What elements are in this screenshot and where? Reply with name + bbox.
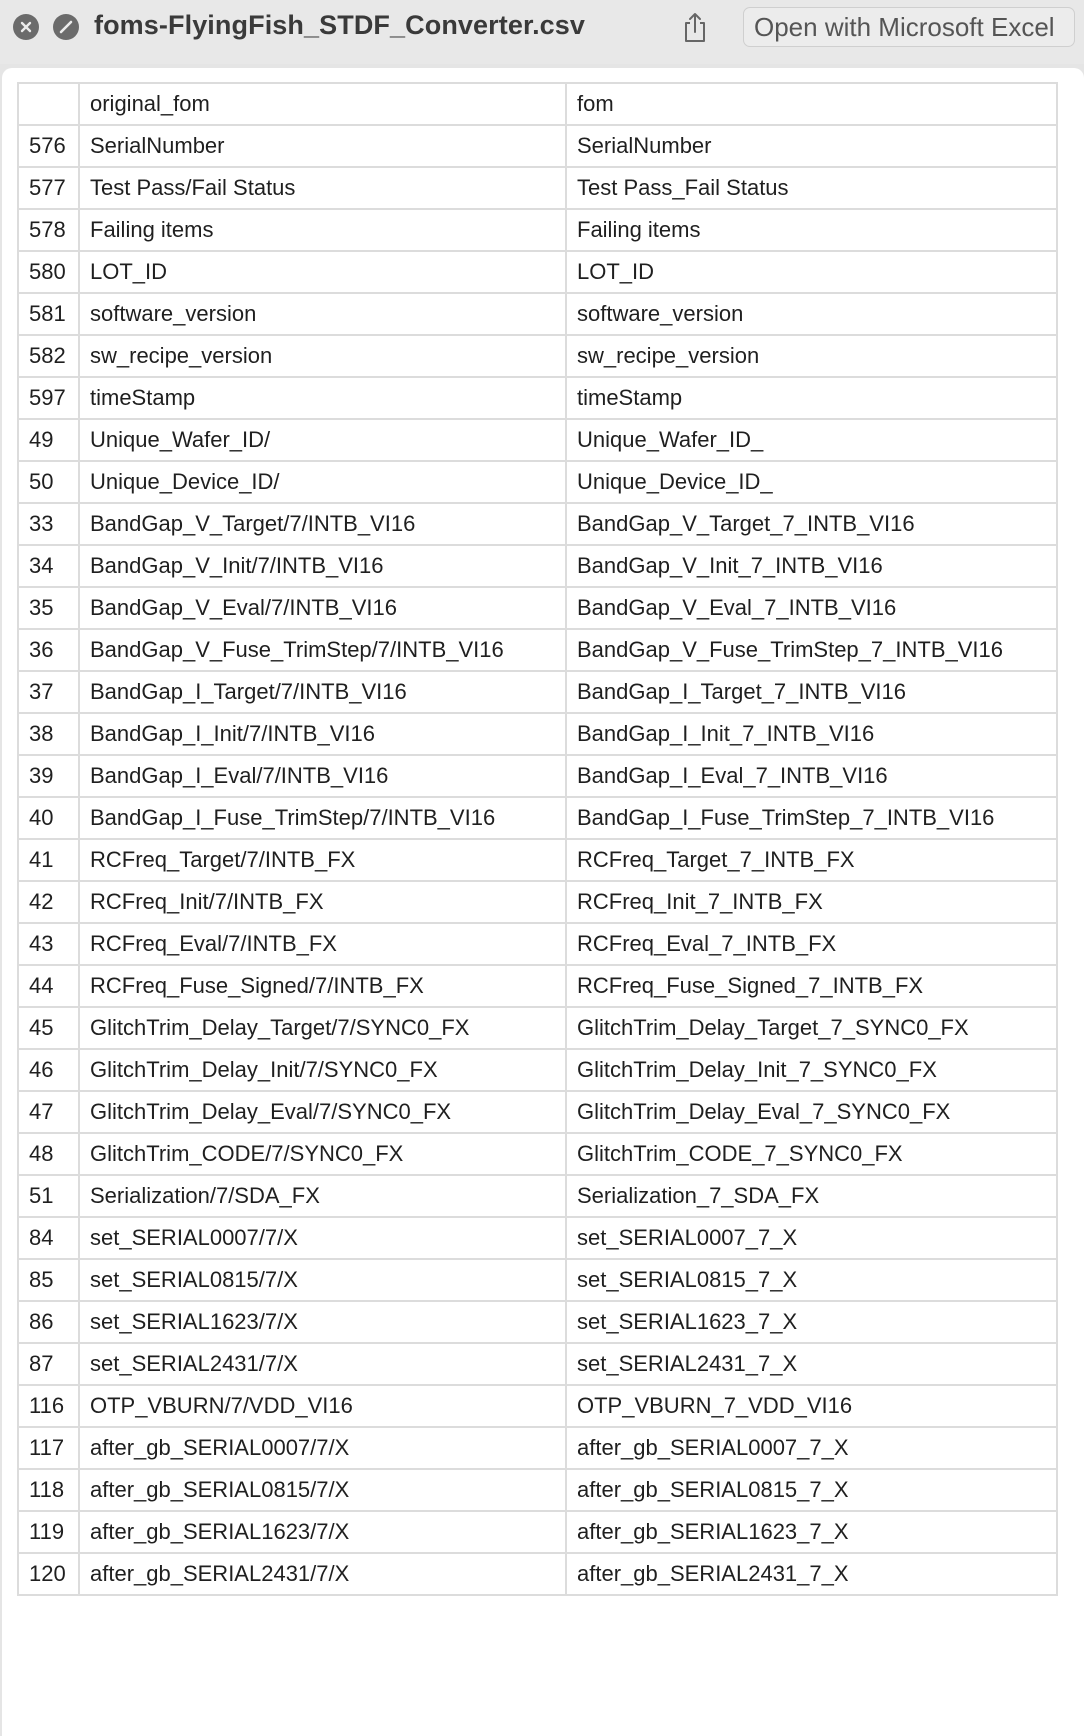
row-index-cell: 577 — [18, 167, 79, 209]
fom-cell: software_version — [566, 293, 1057, 335]
fom-cell: Test Pass_Fail Status — [566, 167, 1057, 209]
fom-cell: BandGap_V_Target_7_INTB_VI16 — [566, 503, 1057, 545]
fom-cell: RCFreq_Eval_7_INTB_FX — [566, 923, 1057, 965]
original-fom-cell: GlitchTrim_Delay_Init/7/SYNC0_FX — [79, 1049, 566, 1091]
fom-cell: BandGap_V_Eval_7_INTB_VI16 — [566, 587, 1057, 629]
original-fom-cell: BandGap_I_Init/7/INTB_VI16 — [79, 713, 566, 755]
original-fom-cell: Failing items — [79, 209, 566, 251]
table-row — [18, 167, 1057, 209]
fom-cell: timeStamp — [566, 377, 1057, 419]
original-fom-header: original_fom — [79, 83, 566, 125]
csv-table — [17, 82, 1058, 1596]
row-index-cell: 36 — [18, 629, 79, 671]
original-fom-cell: GlitchTrim_Delay_Target/7/SYNC0_FX — [79, 1007, 566, 1049]
original-fom-cell: BandGap_V_Target/7/INTB_VI16 — [79, 503, 566, 545]
table-row — [18, 377, 1057, 419]
share-icon — [682, 11, 708, 43]
original-fom-cell: RCFreq_Init/7/INTB_FX — [79, 881, 566, 923]
title-bar — [0, 0, 1084, 64]
original-fom-cell: BandGap_I_Target/7/INTB_VI16 — [79, 671, 566, 713]
original-fom-cell: sw_recipe_version — [79, 335, 566, 377]
original-fom-cell: LOT_ID — [79, 251, 566, 293]
table-row — [18, 1427, 1057, 1469]
row-index-cell: 43 — [18, 923, 79, 965]
original-fom-cell: GlitchTrim_Delay_Eval/7/SYNC0_FX — [79, 1091, 566, 1133]
table-row — [18, 419, 1057, 461]
original-fom-cell: after_gb_SERIAL2431/7/X — [79, 1553, 566, 1595]
table-row — [18, 293, 1057, 335]
fom-cell: sw_recipe_version — [566, 335, 1057, 377]
original-fom-cell: after_gb_SERIAL0815/7/X — [79, 1469, 566, 1511]
fom-cell: SerialNumber — [566, 125, 1057, 167]
row-index-header — [18, 83, 79, 125]
close-icon — [19, 20, 33, 34]
fom-cell: BandGap_I_Target_7_INTB_VI16 — [566, 671, 1057, 713]
table-row — [18, 1049, 1057, 1091]
fom-cell: BandGap_I_Fuse_TrimStep_7_INTB_VI16 — [566, 797, 1057, 839]
original-fom-cell: timeStamp — [79, 377, 566, 419]
row-index-cell: 86 — [18, 1301, 79, 1343]
original-fom-cell: Serialization/7/SDA_FX — [79, 1175, 566, 1217]
row-index-cell: 41 — [18, 839, 79, 881]
original-fom-cell: GlitchTrim_CODE/7/SYNC0_FX — [79, 1133, 566, 1175]
row-index-cell: 119 — [18, 1511, 79, 1553]
table-row — [18, 965, 1057, 1007]
row-index-cell: 597 — [18, 377, 79, 419]
row-index-cell: 33 — [18, 503, 79, 545]
row-index-cell: 87 — [18, 1343, 79, 1385]
row-index-cell: 49 — [18, 419, 79, 461]
table-header-row — [18, 83, 1057, 125]
fom-cell: set_SERIAL2431_7_X — [566, 1343, 1057, 1385]
fom-cell: BandGap_V_Init_7_INTB_VI16 — [566, 545, 1057, 587]
fom-cell: Serialization_7_SDA_FX — [566, 1175, 1057, 1217]
fom-cell: OTP_VBURN_7_VDD_VI16 — [566, 1385, 1057, 1427]
fom-cell: set_SERIAL1623_7_X — [566, 1301, 1057, 1343]
row-index-cell: 578 — [18, 209, 79, 251]
row-index-cell: 45 — [18, 1007, 79, 1049]
table-row — [18, 755, 1057, 797]
original-fom-cell: RCFreq_Target/7/INTB_FX — [79, 839, 566, 881]
table-row — [18, 545, 1057, 587]
table-row — [18, 629, 1057, 671]
fom-cell: set_SERIAL0815_7_X — [566, 1259, 1057, 1301]
fom-cell: Unique_Device_ID_ — [566, 461, 1057, 503]
row-index-cell: 44 — [18, 965, 79, 1007]
fom-cell: RCFreq_Target_7_INTB_FX — [566, 839, 1057, 881]
row-index-cell: 576 — [18, 125, 79, 167]
row-index-cell: 38 — [18, 713, 79, 755]
fom-cell: after_gb_SERIAL0815_7_X — [566, 1469, 1057, 1511]
row-index-cell: 85 — [18, 1259, 79, 1301]
table-row — [18, 1301, 1057, 1343]
window-title: foms-FlyingFish_STDF_Converter.csv — [94, 10, 586, 40]
row-index-cell: 84 — [18, 1217, 79, 1259]
row-index-cell: 39 — [18, 755, 79, 797]
original-fom-cell: OTP_VBURN/7/VDD_VI16 — [79, 1385, 566, 1427]
fom-cell: after_gb_SERIAL1623_7_X — [566, 1511, 1057, 1553]
table-row — [18, 209, 1057, 251]
original-fom-cell: after_gb_SERIAL1623/7/X — [79, 1511, 566, 1553]
original-fom-cell: BandGap_I_Fuse_TrimStep/7/INTB_VI16 — [79, 797, 566, 839]
fom-cell: GlitchTrim_Delay_Target_7_SYNC0_FX — [566, 1007, 1057, 1049]
fom-cell: RCFreq_Init_7_INTB_FX — [566, 881, 1057, 923]
row-index-cell: 47 — [18, 1091, 79, 1133]
table-row — [18, 587, 1057, 629]
table-row — [18, 923, 1057, 965]
row-index-cell: 118 — [18, 1469, 79, 1511]
table-row — [18, 671, 1057, 713]
original-fom-cell: set_SERIAL2431/7/X — [79, 1343, 566, 1385]
table-row — [18, 335, 1057, 377]
table-row — [18, 1385, 1057, 1427]
row-index-cell: 40 — [18, 797, 79, 839]
row-index-cell: 34 — [18, 545, 79, 587]
original-fom-cell: BandGap_V_Eval/7/INTB_VI16 — [79, 587, 566, 629]
row-index-cell: 42 — [18, 881, 79, 923]
table-row — [18, 839, 1057, 881]
close-button[interactable] — [13, 14, 39, 40]
fom-cell: Failing items — [566, 209, 1057, 251]
row-index-cell: 581 — [18, 293, 79, 335]
fullscreen-icon — [59, 20, 73, 34]
original-fom-cell: Unique_Device_ID/ — [79, 461, 566, 503]
row-index-cell: 46 — [18, 1049, 79, 1091]
fom-cell: BandGap_I_Eval_7_INTB_VI16 — [566, 755, 1057, 797]
row-index-cell: 582 — [18, 335, 79, 377]
row-index-cell: 580 — [18, 251, 79, 293]
table-row — [18, 713, 1057, 755]
original-fom-cell: set_SERIAL1623/7/X — [79, 1301, 566, 1343]
original-fom-cell: set_SERIAL0007/7/X — [79, 1217, 566, 1259]
original-fom-cell: Test Pass/Fail Status — [79, 167, 566, 209]
fom-cell: BandGap_V_Fuse_TrimStep_7_INTB_VI16 — [566, 629, 1057, 671]
table-row — [18, 1469, 1057, 1511]
fullscreen-button[interactable] — [53, 14, 79, 40]
fom-cell: Unique_Wafer_ID_ — [566, 419, 1057, 461]
original-fom-cell: software_version — [79, 293, 566, 335]
fom-cell: GlitchTrim_CODE_7_SYNC0_FX — [566, 1133, 1057, 1175]
row-index-cell: 120 — [18, 1553, 79, 1595]
table-row — [18, 797, 1057, 839]
table-row — [18, 1343, 1057, 1385]
original-fom-cell: BandGap_I_Eval/7/INTB_VI16 — [79, 755, 566, 797]
fom-cell: RCFreq_Fuse_Signed_7_INTB_FX — [566, 965, 1057, 1007]
csv-preview — [2, 68, 1084, 1736]
row-index-cell: 50 — [18, 461, 79, 503]
row-index-cell: 35 — [18, 587, 79, 629]
table-row — [18, 881, 1057, 923]
share-button[interactable] — [678, 8, 712, 46]
table-row — [18, 1175, 1057, 1217]
table-row — [18, 125, 1057, 167]
fom-cell: GlitchTrim_Delay_Eval_7_SYNC0_FX — [566, 1091, 1057, 1133]
table-row — [18, 1553, 1057, 1595]
row-index-cell: 48 — [18, 1133, 79, 1175]
row-index-cell: 51 — [18, 1175, 79, 1217]
open-with-excel-button[interactable]: Open with Microsoft Excel — [743, 7, 1075, 47]
row-index-cell: 37 — [18, 671, 79, 713]
original-fom-cell: SerialNumber — [79, 125, 566, 167]
original-fom-cell: RCFreq_Fuse_Signed/7/INTB_FX — [79, 965, 566, 1007]
fom-cell: BandGap_I_Init_7_INTB_VI16 — [566, 713, 1057, 755]
table-row — [18, 1091, 1057, 1133]
table-row — [18, 1217, 1057, 1259]
original-fom-cell: Unique_Wafer_ID/ — [79, 419, 566, 461]
table-row — [18, 461, 1057, 503]
fom-cell: GlitchTrim_Delay_Init_7_SYNC0_FX — [566, 1049, 1057, 1091]
original-fom-cell: BandGap_V_Init/7/INTB_VI16 — [79, 545, 566, 587]
table-row — [18, 1007, 1057, 1049]
table-row — [18, 1133, 1057, 1175]
table-row — [18, 1511, 1057, 1553]
row-index-cell: 116 — [18, 1385, 79, 1427]
table-row — [18, 503, 1057, 545]
table-row — [18, 1259, 1057, 1301]
original-fom-cell: set_SERIAL0815/7/X — [79, 1259, 566, 1301]
original-fom-cell: BandGap_V_Fuse_TrimStep/7/INTB_VI16 — [79, 629, 566, 671]
fom-cell: LOT_ID — [566, 251, 1057, 293]
fom-cell: after_gb_SERIAL0007_7_X — [566, 1427, 1057, 1469]
fom-cell: after_gb_SERIAL2431_7_X — [566, 1553, 1057, 1595]
table-row — [18, 251, 1057, 293]
original-fom-cell: after_gb_SERIAL0007/7/X — [79, 1427, 566, 1469]
fom-header: fom — [566, 83, 1057, 125]
original-fom-cell: RCFreq_Eval/7/INTB_FX — [79, 923, 566, 965]
row-index-cell: 117 — [18, 1427, 79, 1469]
fom-cell: set_SERIAL0007_7_X — [566, 1217, 1057, 1259]
